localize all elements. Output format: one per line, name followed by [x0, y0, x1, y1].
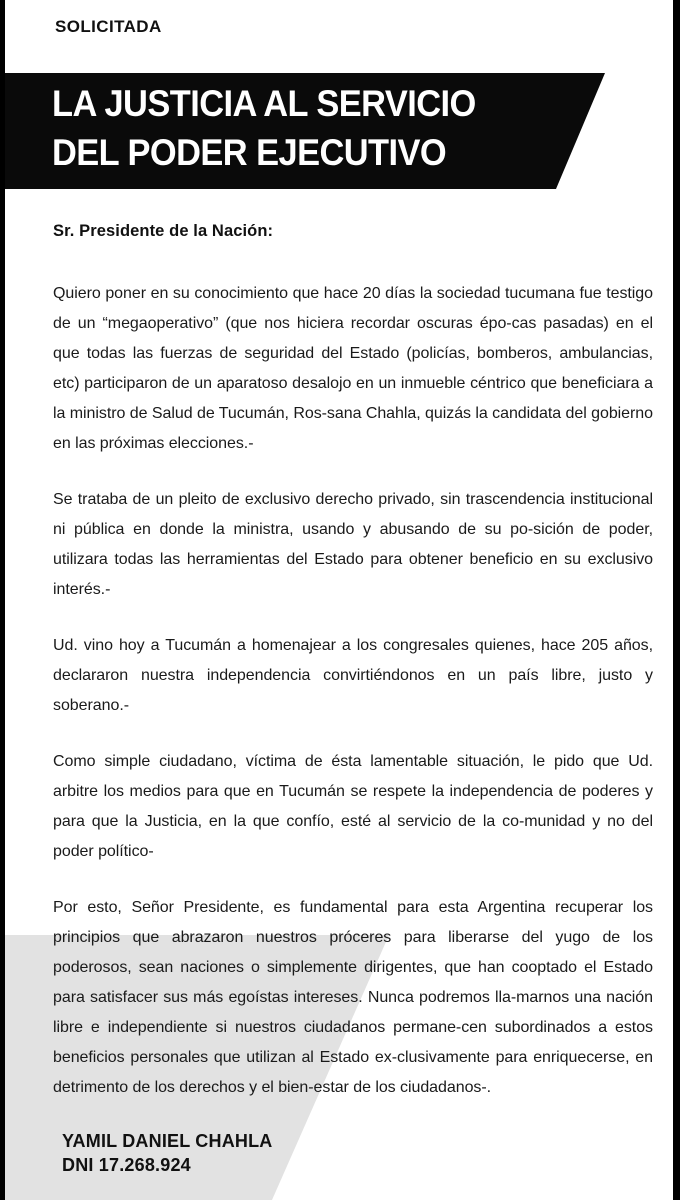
headline-line-2: DEL PODER EJECUTIVO [52, 132, 447, 173]
letter-paragraph-2: Se trataba de un pleito de exclusivo derecho privado, sin trascendencia institucional ni pública en donde la ministra, usando y abusando de su po-sición de poder, utilizara todas las herramientas del Estado para obtener beneficio en su exclusivo interés.- [53, 491, 653, 598]
headline-title [52, 79, 536, 177]
signature-name: YAMIL DANIEL CHAHLA [62, 1131, 273, 1151]
left-border-rule [0, 0, 5, 1200]
signature-block [62, 1129, 272, 1177]
letter-salutation: Sr. Presidente de la Nación: [53, 222, 274, 240]
section-kicker: SOLICITADA [55, 17, 162, 36]
letter-paragraph-3: Ud. vino hoy a Tucumán a homenajear a los congresales quienes, hace 205 años, declararon nuestra independencia convirtiéndonos en un país libre, justo y soberano.- [53, 637, 653, 714]
signature-id-number: DNI 17.268.924 [62, 1155, 191, 1175]
letter-paragraph-4: Como simple ciudadano, víctima de ésta lamentable situación, le pido que Ud. arbitre los medios para que en Tucumán se respete la independencia de poderes y para que la Justicia, en la que confío, esté al servicio de la co-munidad y no del poder político- [53, 753, 653, 860]
right-border-rule [673, 0, 680, 1200]
letter-body [53, 222, 653, 1103]
letter-paragraph-5: Por esto, Señor Presidente, es fundamental para esta Argentina recuperar los principios que abrazaron nuestros próceres para liberarse del yugo de los poderosos, sean naciones o simplemente dirigentes, que han cooptado el Estado para satisfacer sus más egoístas intereses. Nunca podremos lla-marnos una nación libre e independiente si nuestros ciudadanos permane-cen subordinados a estos beneficios personales que utilizan al Estado ex-clusivamente para enriquecerse, en detrimento de los derechos y el bien-estar de los ciudadanos-. [53, 899, 653, 1096]
headline-line-1: LA JUSTICIA AL SERVICIO [52, 83, 476, 124]
letter-paragraph-1: Quiero poner en su conocimiento que hace 20 días la sociedad tucumana fue testigo de un “megaoperativo” (que nos hiciera recordar oscuras épo-cas pasadas) en el que todas las fuerzas de seguridad del Estado (policías, bomberos, ambulancias, etc) participaron de un aparatoso desalojo en un inmueble céntrico que beneficiara a la ministro de Salud de Tucumán, Ros-sana Chahla, quizás la candidata del gobierno en las próximas elecciones.- [53, 285, 653, 452]
